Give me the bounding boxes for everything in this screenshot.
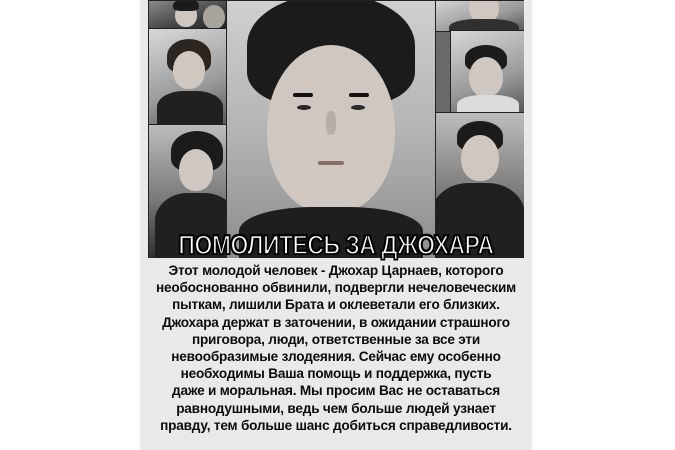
collage-photo-center-portrait — [226, 0, 436, 258]
body-line: равнодушными, ведь чем больше людей узнает — [176, 400, 496, 416]
body-line: пыткам, лишили Брата и оклеветали его близких. — [172, 297, 500, 313]
flyer-body-text — [144, 262, 528, 434]
collage-photo-left-1 — [148, 28, 232, 126]
body-line: приговора, люди, ответственные за все эти — [191, 331, 481, 347]
flyer-sheet — [140, 0, 532, 450]
collage-photo-top-right — [428, 0, 524, 32]
body-line: необходимы Ваша помощь и поддержка, пусть — [180, 366, 492, 382]
flyer-headline: ПОМОЛИТЕСЬ ЗА ДЖОХАРА — [178, 229, 494, 260]
body-line: Этот молодой человек - Джохар Царнаев, которого — [168, 263, 504, 278]
photo-collage — [148, 0, 524, 258]
body-line: невообразимые злодеяния. Сейчас ему особенно — [171, 349, 501, 365]
body-line: Джохара держат в заточении, в ожидании страшного — [162, 314, 510, 330]
collage-photo-right-1 — [450, 30, 524, 114]
body-line: необоснованно обвинили, подвергли нечеловеческим — [155, 280, 517, 296]
body-line: правду, тем больше шанс добиться справедливости. — [160, 417, 512, 433]
body-line: даже и моральная. Мы просим Вас не оставаться — [172, 383, 500, 399]
